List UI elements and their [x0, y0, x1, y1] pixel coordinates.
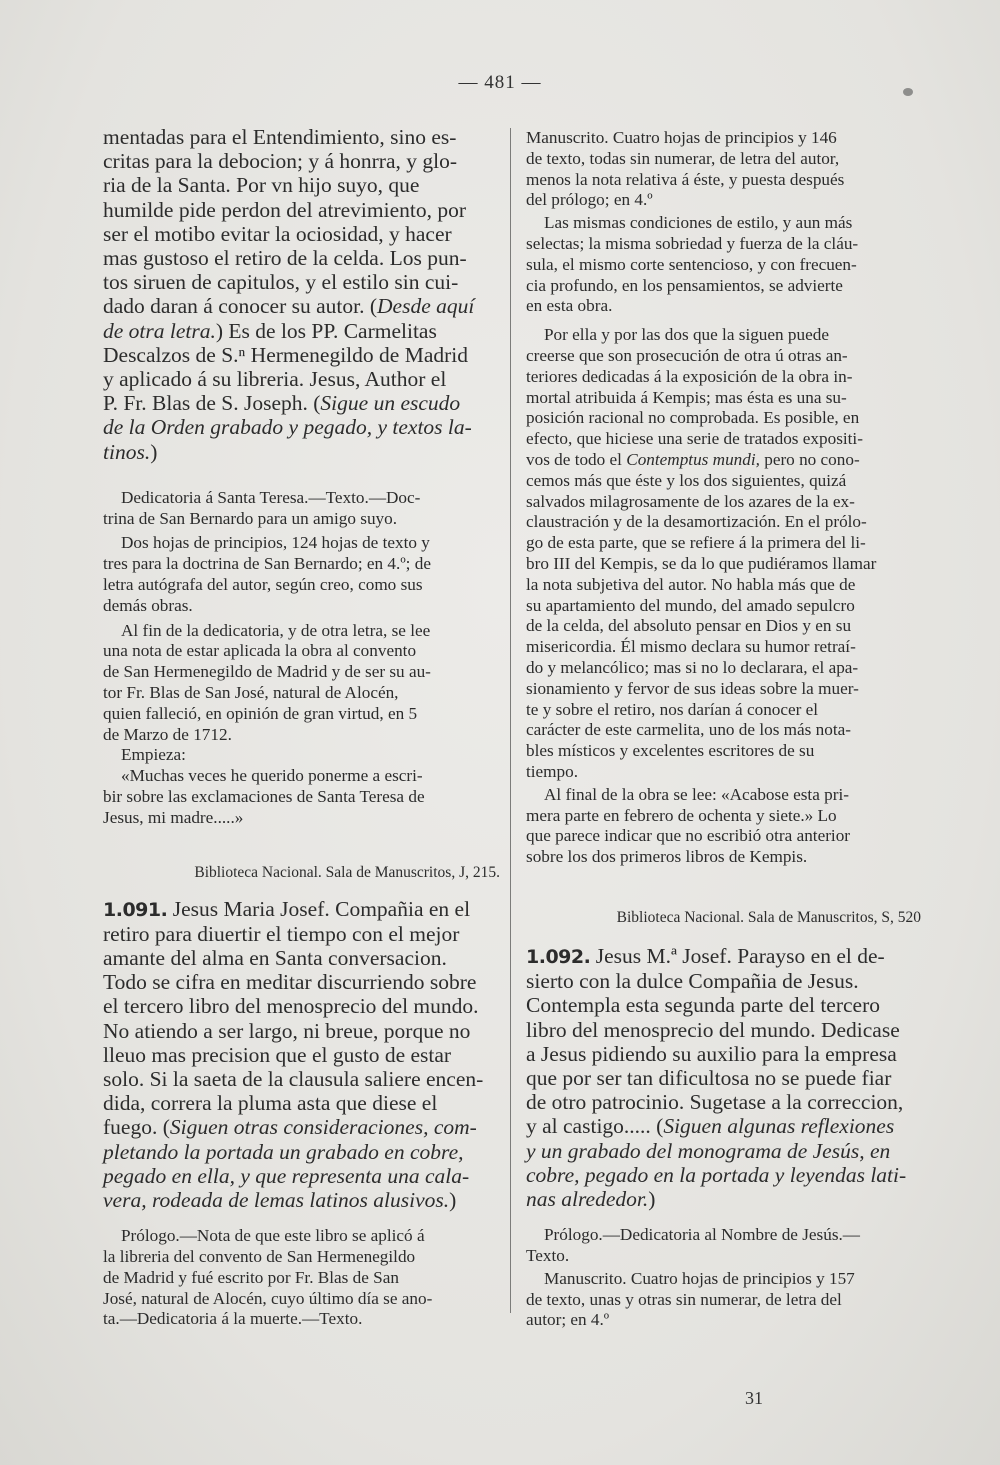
left-paragraph-1 [103, 125, 500, 464]
entry-1092 [526, 944, 921, 1211]
right-paragraph-manuscrito: Manuscrito. Cuatro hojas de principios y 146 de texto, todas sin numerar, de letra del autor, menos la nota relativa á éste, y puesta después del prólogo; en 4.º [526, 128, 845, 210]
left-paragraph-nota: Al fin de la dedicatoria, y de otra letra, se lee una nota de estar aplicada la obra al convento de San Hermenegildo de Madrid y de ser su au- tor Fr. Blas de San José, natural de Alocén, quien falleció, en opinión de gran virtud, en 5 de Marzo de 1712. [103, 620, 431, 744]
left-paragraph-prologo: Prólogo.—Nota de que este libro se aplicó á la libreria del convento de San Hermenegildo de Madrid y fué escrito por Fr. Blas de San José, natural de Alocén, cuyo último día se ano- ta.—Dedicatoria á la muerte.—Texto. [103, 1226, 433, 1329]
left-paragraph-dedicatoria: Dedicatoria á Santa Teresa.—Texto.—Doc- trina de San Bernardo para un amigo suyo. [103, 487, 421, 528]
paragraph-text: Por ella y por las dos que la siguen puede creerse que son prosecución de otra ú otras an- teriores dedicadas á la exposición de la obra in- mortal atribuida á Kempis; mas ésta es una su- posición racional no comprobada. Es posible, en efecto, que hiciese una serie de tratados expositi- vos de todo el [526, 325, 863, 469]
paragraph-text: mentadas para el Entendimiento, sino es- critas para la debocion; y á honrra, y glo- ria de la Santa. Por vn hijo suyo, que humilde pide perdon del atrevimiento, por ser el motibo evitar la ociosidad, y hacer mas gustoso el retiro de la celda. Los pun- tos siruen de capitulos, y el estilo sin cui- dado daran á conocer su autor. ( [103, 125, 467, 319]
entry-number: 1.092. [526, 945, 591, 968]
italic-title: Contemptus mundi, [626, 449, 760, 469]
italic-note: Sigue un escudo de la Orden grabado y pegado, y textos la- tinos. [103, 391, 472, 464]
paragraph-text: ) [150, 439, 158, 464]
entry-text: Jesus Maria Josef. Compañia en el retiro para diuertir el tiempo con el mejor amante del alma en Santa conversacion. Todo se cifra en meditar discurriendo sobre el tercero libro del menosprecio del mundo. No atiendo a ser largo, ni breue, porque no lleuo mas precision que el gusto de estar solo. Si la saeta de la clausula saliere encen- dida, correra la pluma asta que diese el fuego. ( [103, 896, 484, 1140]
entry-number: 1.091. [103, 898, 168, 921]
printer-signature: 31 [745, 1388, 763, 1408]
left-paragraph-empieza: Empieza: [121, 745, 186, 765]
paragraph-text: pero no cono- cemos más que éste y los dos siguientes, quizá salvados milagrosamente de los azares de la ex- claustración y de la desamortización. En el prólo- go de esta parte, que se refiere á la primera del li- bro III del Kempis, se da lo que pudiéramos llamar la nota subjetiva del autor. No habla más que de su apartamiento del mundo, del amado sepulcro de la celda, del absoluto pensar en Dios y en su misericordia. Él mismo declara su humor retraí- do y melancólico; mas si no lo declarara, el apa- sionamiento y fervor de sus ideas sobre la muer- te y sobre el retiro, nos darían á conocer el carácter de este carmelita, uno de los más nota- bles místicos y excelentes escritores de su tiempo. [526, 449, 877, 781]
column-divider [510, 128, 511, 1313]
right-paragraph-condiciones: Las mismas condiciones de estilo, y aun más selectas; la misma sobriedad y fuerza de la cláu- sula, el mismo corte sentencioso, y con frecuen- cia profundo, en los pensamientos, se advierte en esta obra. [526, 213, 859, 316]
left-column [103, 125, 500, 1330]
italic-note: Desde aquí de otra letra. [103, 294, 475, 343]
italic-note: Siguen otras consideraciones, com- pletando la portada un grabado en cobre, pegado en ella, y que representa una cala- vera, rodeada de lemas latinos alusivos. [103, 1115, 477, 1213]
library-reference: Biblioteca Nacional. Sala de Manuscritos, S, 520 [616, 908, 921, 926]
right-paragraph-kempis [526, 325, 921, 783]
entry-text: ) [648, 1186, 656, 1211]
paragraph-text: ) Es de los PP. Carmelitas Descalzos de S.ⁿ Hermenegildo de Madrid y aplicado á su libreria. Jesus, Author el P. Fr. Blas de S. Joseph. ( [103, 318, 468, 416]
right-paragraph-final: Al final de la obra se lee: «Acabose esta pri- mera parte en febrero de ochenta y siete.» Lo que parece indicar que no escribió otra anterior sobre los dos primeros libros de Kempis. [526, 784, 851, 867]
right-column [526, 128, 921, 1331]
right-paragraph-manuscrito-2: Manuscrito. Cuatro hojas de principios y 157 de texto, unas y otras sin numerar, de letra del autor; en 4.º [526, 1268, 855, 1330]
page-number: — 481 — [458, 72, 542, 93]
italic-note: Siguen algunas reflexiones y un grabado del monograma de Jesús, en cobre, pegado en la portada y leyendas lati- nas alrededor. [526, 1114, 907, 1211]
left-paragraph-hojas: Dos hojas de principios, 124 hojas de texto y tres para la doctrina de San Bernardo; en 4.º; de letra autógrafa del autor, según creo, como sus demás obras. [103, 533, 431, 615]
entry-text: Jesus M.ª Josef. Parayso en el de- sierto con la dulce Compañia de Jesus. Contempla esta segunda parte del tercero libro del menosprecio del mundo. Dedicase a Jesus pidiendo su auxilio para la empresa que por ser tan dificultosa no se puede fiar de otro patrocinio. Sugetase a la correccion, y al castigo..... ( [526, 943, 904, 1139]
entry-1091 [103, 897, 500, 1213]
library-reference: Biblioteca Nacional. Sala de Manuscritos, J, 215. [194, 863, 500, 881]
right-paragraph-prologo: Prólogo.—Dedicatoria al Nombre de Jesús.— Texto. [526, 1225, 860, 1265]
entry-text: ) [449, 1188, 457, 1213]
left-paragraph-quote: «Muchas veces he querido ponerme a escri- bir sobre las exclamaciones de Santa Teresa de Jesus, mi madre.....» [103, 766, 425, 827]
